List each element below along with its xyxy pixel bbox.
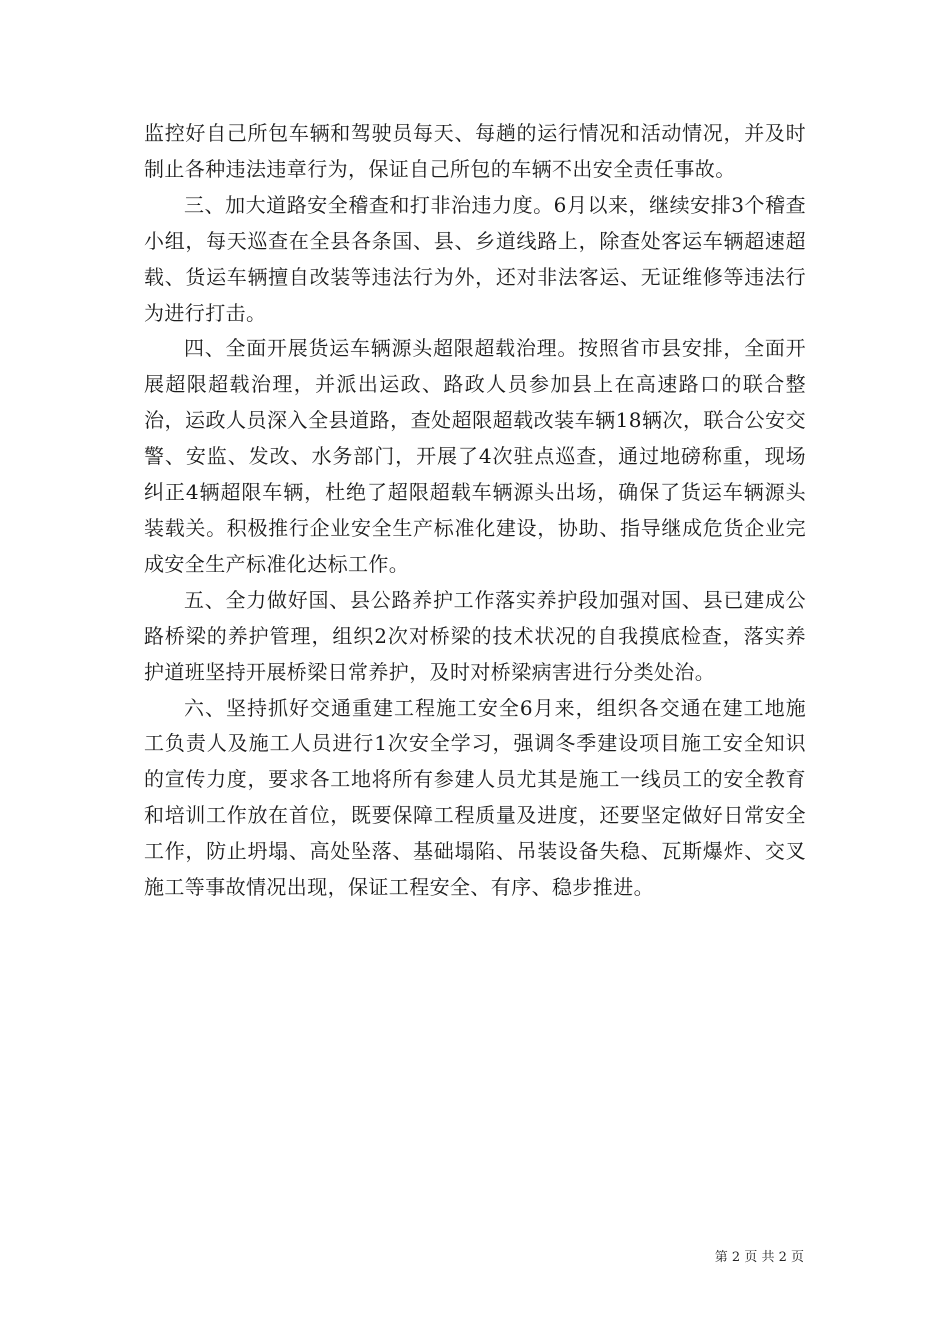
paragraph-section-3: 三、加大道路安全稽查和打非治违力度。6月以来，继续安排3个稽查小组，每天巡查在全县各条国、县、乡道线路上，除查处客运车辆超速超载、货运车辆擅自改装等违法行为外，还对非法客运、无证维修等违法行为进行打击。 xyxy=(144,192,806,325)
paragraph-section-5: 五、全力做好国、县公路养护工作落实养护段加强对国、县已建成公路桥梁的养护管理，组织2次对桥梁的技术状况的自我摸底检查，落实养护道班坚持开展桥梁日常养护，及时对桥梁病害进行分类处治。 xyxy=(144,587,806,684)
paragraph-section-6: 六、坚持抓好交通重建工程施工安全6月来，组织各交通在建工地施工负责人及施工人员进行1次安全学习，强调冬季建设项目施工安全知识的宣传力度，要求各工地将所有参建人员尤其是施工一线员工的安全教育和培训工作放在首位，既要保障工程质量及进度，还要坚定做好日常安全工作，防止坍塌、高处坠落、基础塌陷、吊装设备失稳、瓦斯爆炸、交叉施工等事故情况出现，保证工程安全、有序、稳步推进。 xyxy=(144,695,806,900)
page-number-footer: 第 2 页 共 2 页 xyxy=(714,1250,804,1265)
paragraph-continuation: 监控好自己所包车辆和驾驶员每天、每趟的运行情况和活动情况，并及时制止各种违法违章行为，保证自己所包的车辆不出安全责任事故。 xyxy=(144,121,806,181)
paragraph-section-4: 四、全面开展货运车辆源头超限超载治理。按照省市县安排，全面开展超限超载治理，并派出运政、路政人员参加县上在高速路口的联合整治，运政人员深入全县道路，查处超限超载改装车辆18辆次，联合公安交警、安监、发改、水务部门，开展了4次驻点巡查，通过地磅称重，现场纠正4辆超限车辆，杜绝了超限超载车辆源头出场，确保了货运车辆源头装载关。积极推行企业安全生产标准化建设，协助、指导继成危货企业完成安全生产标准化达标工作。 xyxy=(144,336,806,576)
document-body xyxy=(144,116,806,906)
